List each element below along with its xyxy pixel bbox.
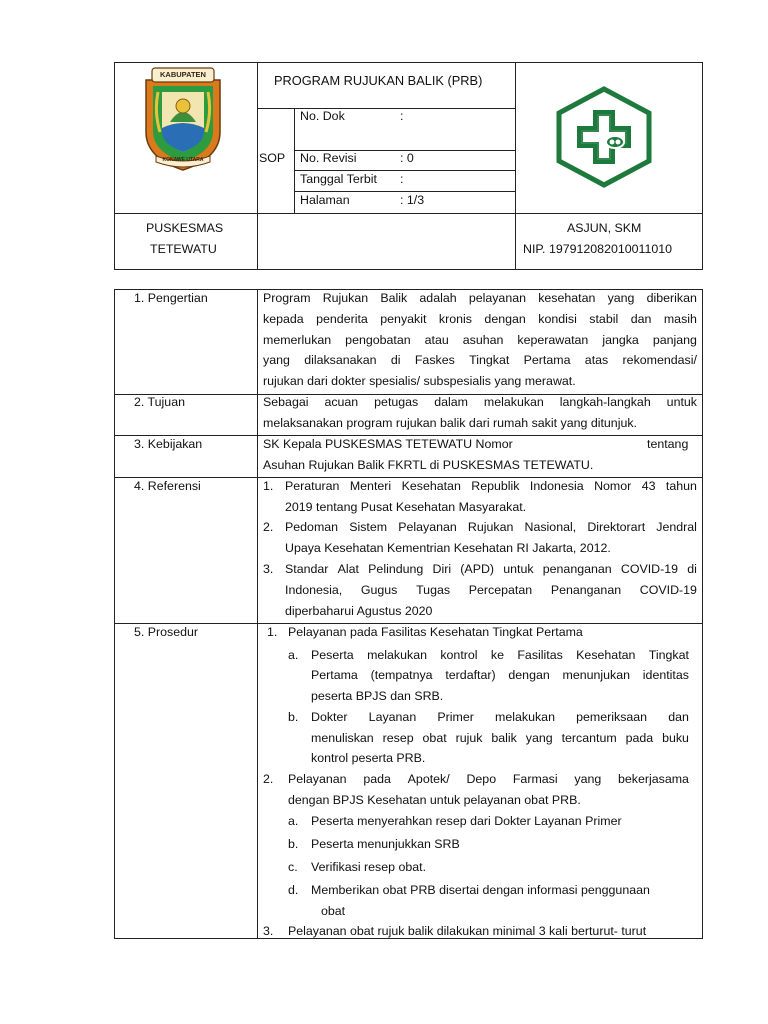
prosedur-step-num: 3.: [263, 924, 274, 938]
tujuan-line: Sebagai acuan petugas dalam melakukan langkah-langkah untuk: [263, 395, 697, 409]
prosedur-sub-line: Dokter Layanan Primer melakukan pemeriksaan dan: [311, 710, 689, 724]
referensi-num: 3.: [263, 562, 274, 576]
pengertian-line: memerlukan pengobatan atau asuhan keperawatan jangka panjang: [263, 333, 697, 347]
prosedur-sub-line: Peserta melakukan kontrol ke Fasilitas Kesehatan Tingkat: [311, 648, 689, 662]
org-name-line1: PUSKESMAS: [146, 221, 224, 235]
signer-name: ASJUN, SKM: [567, 221, 642, 235]
prosedur-sub-line: menuliskan resep obat rujuk balik yang tercantum pada buku: [311, 731, 689, 745]
puskesmas-logo: [553, 86, 655, 188]
prosedur-sub-line: obat: [321, 904, 346, 918]
referensi-line: Pedoman Sistem Pelayanan Rujukan Nasional, Direktorart Jendral: [285, 520, 697, 534]
prosedur-step-text: Pelayanan pada Fasilitas Kesehatan Tingkat Pertama: [288, 625, 583, 639]
pengertian-line: rujukan dari dokter spesialis/ subspesialis yang merawat.: [263, 374, 576, 388]
prosedur-sub-line: Memberikan obat PRB disertai dengan informasi penggunaan: [311, 883, 650, 897]
prosedur-sub-num: c.: [288, 860, 298, 874]
field-value-tanggal-terbit: :: [400, 172, 404, 186]
prosedur-step-text: Pelayanan obat rujuk balik dilakukan minimal 3 kali berturut- turut: [288, 924, 647, 938]
pengertian-line: kepada penderita penyakit kronis dengan kondisi stabil dan masih: [263, 312, 697, 326]
logo-banner-text: KABUPATEN: [160, 70, 206, 79]
kebijakan-line2: Asuhan Rujukan Balik FKRTL di PUSKESMAS TETEWATU.: [263, 458, 594, 472]
prosedur-sub-text: Peserta menunjukkan SRB: [311, 837, 460, 851]
referensi-num: 1.: [263, 479, 274, 493]
sop-label: SOP: [259, 151, 286, 165]
prosedur-sub-num: b.: [288, 710, 299, 724]
referensi-num: 2.: [263, 520, 274, 534]
prosedur-sub-num: d.: [288, 883, 299, 897]
referensi-line: Upaya Kesehatan Kementrian Kesehatan RI Jakarta, 2012.: [285, 541, 611, 555]
pengertian-line: Program Rujukan Balik adalah pelayanan kesehatan yang diberikan: [263, 291, 697, 305]
field-value-halaman: : 1/3: [400, 193, 425, 207]
prosedur-sub-line: Pertama (tempatnya terdaftar) dengan menunjukan identitas: [311, 668, 689, 682]
pengertian-line: yang dilaksanakan di Faskes Tingkat Pertama atas rekomendasi/: [263, 353, 697, 367]
prosedur-sub-text: Verifikasi resep obat.: [311, 860, 427, 874]
signer-nip: NIP. 197912082010011010: [523, 242, 673, 256]
prosedur-step-num: 2.: [263, 772, 274, 786]
field-label-tanggal-terbit: Tanggal Terbit: [300, 172, 377, 186]
referensi-line: Indonesia, Gugus Tugas Percepatan Penanganan COVID-19: [285, 583, 697, 597]
prosedur-sub-text: Peserta menyerahkan resep dari Dokter Layanan Primer: [311, 814, 622, 828]
sop-title: PROGRAM RUJUKAN BALIK (PRB): [274, 73, 483, 88]
label-prosedur: 5. Prosedur: [134, 625, 199, 639]
referensi-line: Standar Alat Pelindung Diri (APD) untuk penanganan COVID-19 di: [285, 562, 697, 576]
referensi-line: Peraturan Menteri Kesehatan Republik Indonesia Nomor 43 tahun: [285, 479, 697, 493]
referensi-line: 2019 tentang Pusat Kesehatan Masyarakat.: [285, 500, 527, 514]
field-value-no-revisi: : 0: [400, 151, 414, 165]
label-referensi: 4. Referensi: [134, 479, 201, 493]
prosedur-step-line: dengan BPJS Kesehatan untuk pelayanan obat PRB.: [288, 793, 581, 807]
field-label-halaman: Halaman: [300, 193, 350, 207]
prosedur-sub-num: a.: [288, 814, 299, 828]
prosedur-sub-line: peserta BPJS dan SRB.: [311, 689, 444, 703]
logo-motto-text: KONAWE UTARA: [162, 157, 204, 163]
tujuan-line: melaksanakan program rujukan balik dari rumah sakit yang ditunjuk.: [263, 416, 637, 430]
prosedur-step-line: Pelayanan pada Apotek/ Depo Farmasi yang bekerjasama: [288, 772, 689, 786]
kebijakan-line1-left: SK Kepala PUSKESMAS TETEWATU Nomor: [263, 437, 513, 451]
prosedur-sub-line: kontrol peserta PRB.: [311, 751, 426, 765]
prosedur-sub-num: b.: [288, 837, 299, 851]
field-label-no-revisi: No. Revisi: [300, 151, 357, 165]
org-name-line2: TETEWATU: [150, 242, 217, 256]
field-value-no-dok: :: [400, 109, 404, 123]
label-pengertian: 1. Pengertian: [134, 291, 208, 305]
label-kebijakan: 3. Kebijakan: [134, 437, 203, 451]
kebijakan-line1-right: tentang: [647, 437, 689, 451]
kabupaten-logo: [136, 62, 230, 174]
prosedur-sub-num: a.: [288, 648, 299, 662]
field-label-no-dok: No. Dok: [300, 109, 345, 123]
prosedur-step-num: 1.: [267, 625, 278, 639]
label-tujuan: 2. Tujuan: [134, 395, 185, 409]
referensi-line: diperbaharui Agustus 2020: [285, 604, 433, 618]
